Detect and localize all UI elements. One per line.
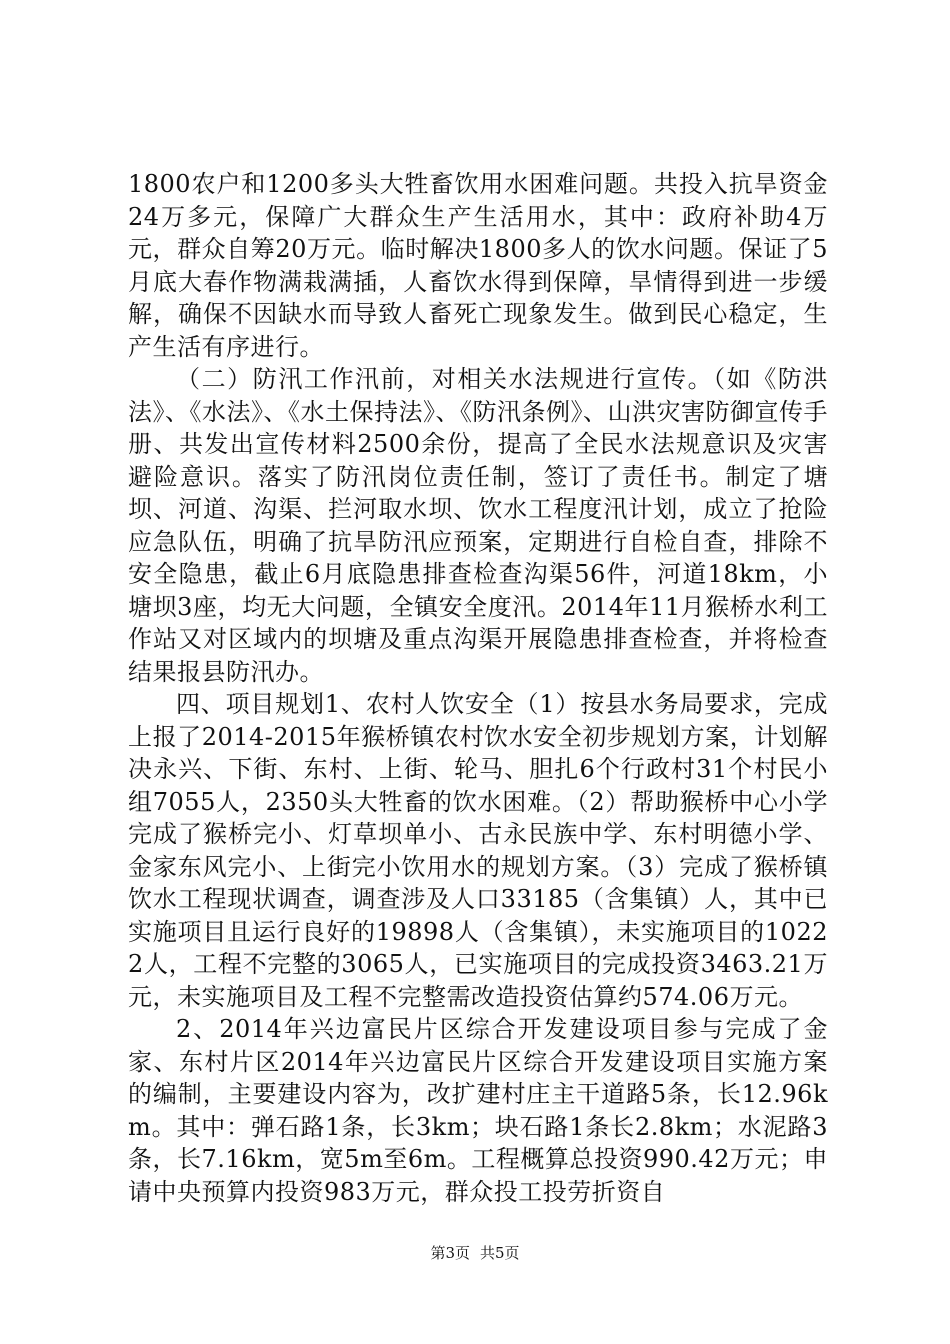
page-number-total: 共5页 [480, 1244, 520, 1262]
page-footer [0, 1242, 950, 1263]
paragraph-3: 四、项目规划1、农村人饮安全（1）按县水务局要求，完成上报了2014-2015年猴桥镇农村饮水安全初步规划方案，计划解决永兴、下街、东村、上街、轮马、胆扎6个行政村31个村民小组7055人，2350头大牲畜的饮水困难。（2）帮助猴桥中心小学完成了猴桥完小、灯草坝单小、古永民族中学、东村明德小学、金家东风完小、上街完小饮用水的规划方案。（3）完成了猴桥镇饮水工程现状调查，调查涉及人口33185（含集镇）人，其中已实施项目且运行良好的19898人（含集镇），未实施项目的10222人，工程不完整的3065人，已实施项目的完成投资3463.21万元，未实施项目及工程不完整需改造投资估算约574.06万元。 [128, 690, 828, 1011]
paragraph-2: （二）防汛工作汛前，对相关水法规进行宣传。（如《防洪法》、《水法》、《水土保持法》、《防汛条例》、山洪灾害防御宣传手册、共发出宣传材料2500余份，提高了全民水法规意识及灾害避险意识。落实了防汛岗位责任制，签订了责任书。制定了塘坝、河道、沟渠、拦河取水坝、饮水工程度汛计划，成立了抢险应急队伍，明确了抗旱防汛应预案，定期进行自检自查，排除不安全隐患，截止6月底隐患排查检查沟渠56件，河道18km，小塘坝3座，均无大问题，全镇安全度汛。2014年11月猴桥水利工作站又对区域内的坝塘及重点沟渠开展隐患排查检查，并将检查结果报县防汛办。 [128, 365, 828, 686]
paragraph-1: 1800农户和1200多头大牲畜饮用水困难问题。共投入抗旱资金24万多元，保障广大群众生产生活用水，其中：政府补助4万元，群众自筹20万元。临时解决1800多人的饮水问题。保证了5月底大春作物满栽满插，人畜饮水得到保障，旱情得到进一步缓解，确保不因缺水而导致人畜死亡现象发生。做到民心稳定，生产生活有序进行。 [128, 170, 828, 361]
paragraph-4: 2、2014年兴边富民片区综合开发建设项目参与完成了金家、东村片区2014年兴边富民片区综合开发建设项目实施方案的编制，主要建设内容为，改扩建村庄主干道路5条，长12.96km。其中：弹石路1条，长3km；块石路1条长2.8km；水泥路3条，长7.16km，宽5m至6m。工程概算总投资990.42万元；申请中央预算内投资983万元，群众投工投劳折资自 [128, 1015, 828, 1206]
document-body [128, 168, 828, 1208]
page-number-current: 第3页 [430, 1244, 470, 1262]
